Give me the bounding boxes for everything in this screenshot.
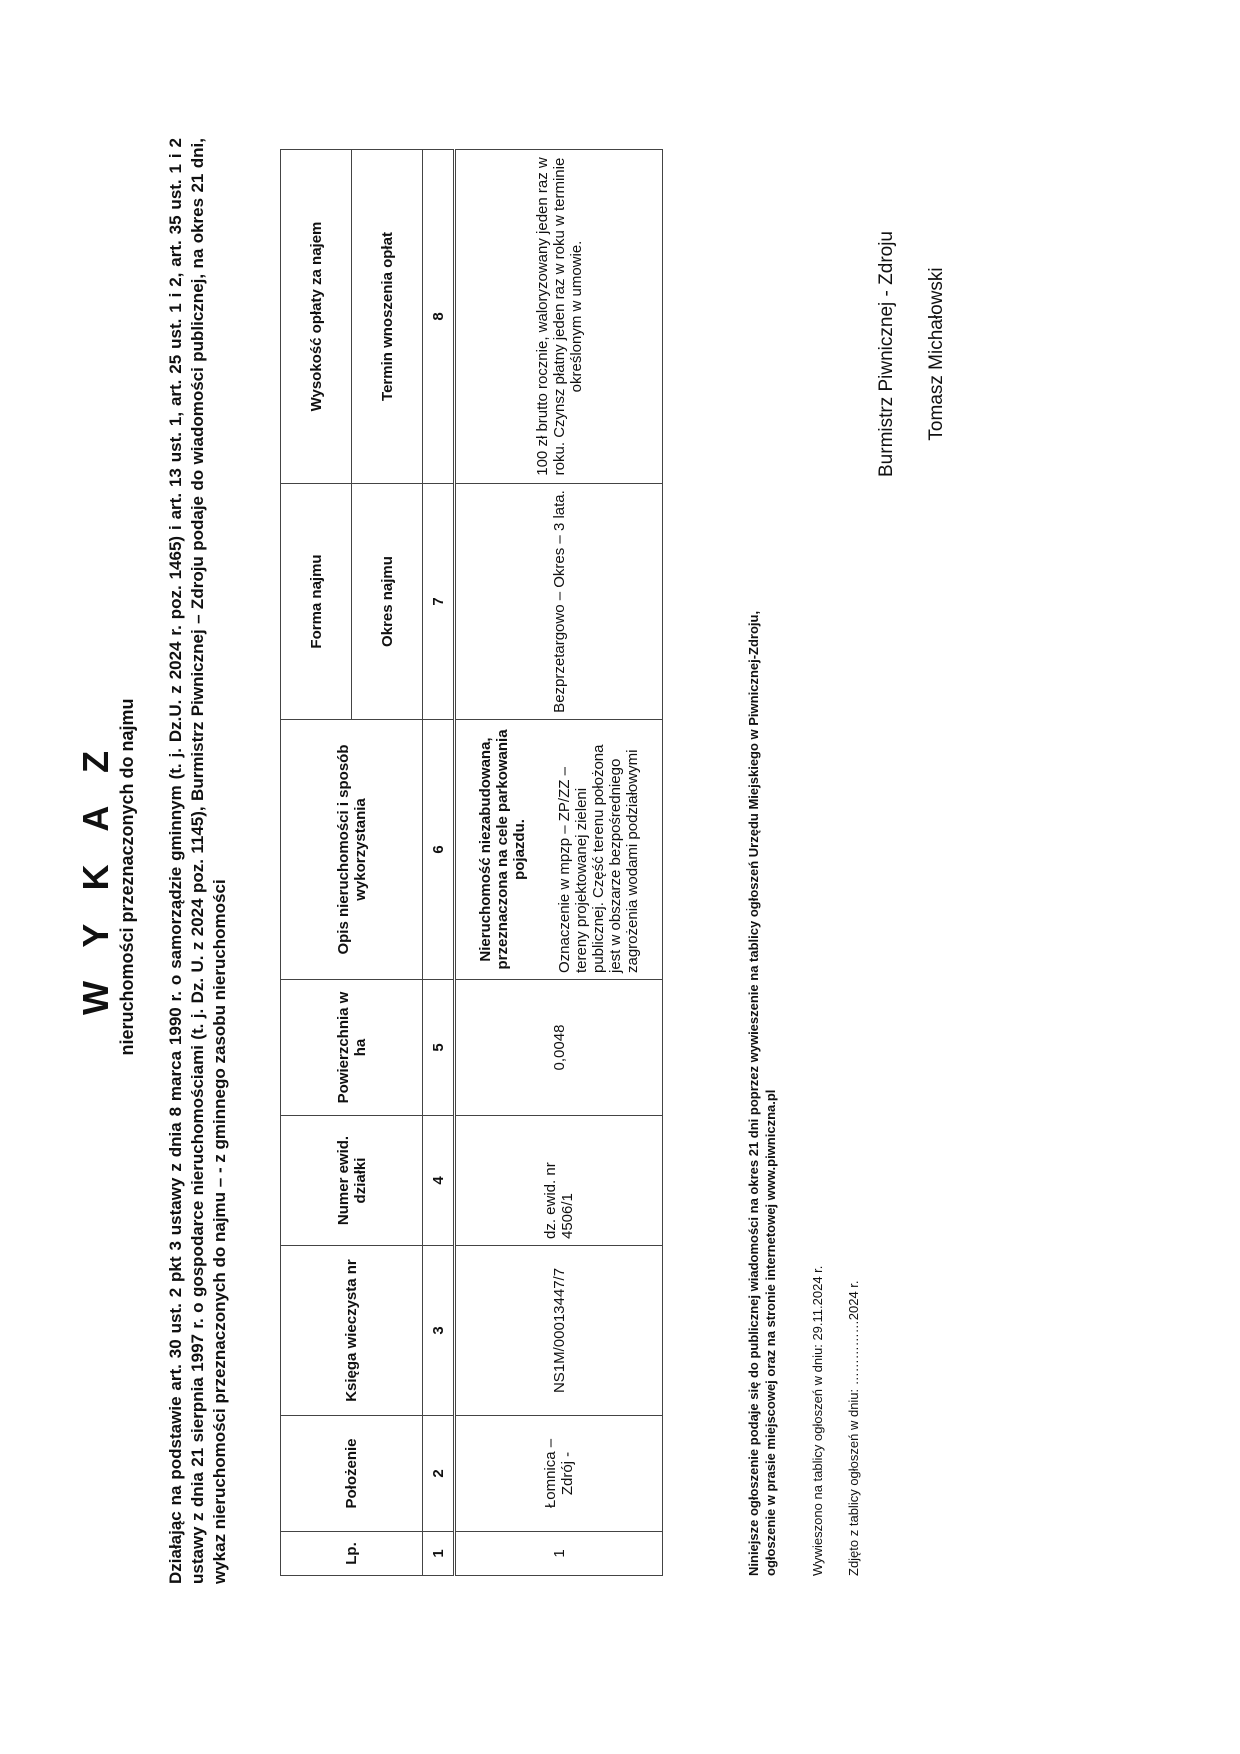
column-number: 2 — [423, 1416, 455, 1532]
column-number: 4 — [423, 1116, 455, 1246]
page-title: W Y K A Z — [75, 739, 116, 1016]
header-polozenie: Położenie — [281, 1416, 423, 1532]
cell-powierzchnia: 0,0048 — [455, 980, 663, 1116]
signature-name: Tomasz Michałowski — [926, 267, 947, 441]
opis-bold-text: Nieruchomość niezabudowana, przeznaczona na cele parkowania pojazdu. — [477, 729, 528, 970]
property-table — [280, 149, 663, 1576]
cell-opis — [455, 720, 663, 980]
opis-normal-text: Oznaczenie w mpzp – ZP/ZZ – tereny projektowanej zieleni publicznej. Część terenu położona jest w obszarze bezpośredniego zagrożenia wodami podziałowymi — [556, 744, 641, 973]
header-opis: Opis nieruchomości i sposób wykorzystania — [281, 720, 423, 980]
column-number: 1 — [423, 1532, 455, 1576]
notice-line-2: ogłoszenie w prasie miejscowej oraz na stronie internetowej www.piwniczna.pl — [763, 1089, 778, 1576]
table-row — [455, 150, 663, 1576]
column-number-row — [423, 150, 455, 1576]
column-number: 7 — [423, 484, 455, 720]
header-wysokosc: Wysokość opłaty za najem — [281, 150, 352, 484]
posted-date: Wywieszono na tablicy ogłoszeń w dniu: 29.11.2024 r. — [810, 1265, 825, 1576]
header-forma: Forma najmu — [281, 484, 352, 720]
header-termin: Termin wnoszenia opłat — [352, 150, 423, 484]
column-number: 3 — [423, 1246, 455, 1416]
intro-paragraph: Działając na podstawie art. 30 ust. 2 pkt 3 ustawy z dnia 8 marca 1990 r. o samorządzie gminnym (t. j. Dz.U. z 2024 r. poz. 1465) i art. 13 ust. 1, art. 25 ust. 1 i 2, art. 35 ust. 1 i 2 ustawy z dnia 21 sierpnia 1997 r. o gospodarce nieruchomościami (t. j. Dz. U. z 2024 poz. 1145), Burmistrz Piwnicznej – Zdroju podaje do wiadomości publicznej, na okres 21 dni, wykaz nieruchomości przeznaczonych do najmu – - z gminnego zasobu nieruchomości — [166, 138, 229, 1584]
table-header-row — [281, 150, 352, 1576]
page-subtitle: nieruchomości przeznaczonych do najmu — [117, 698, 137, 1056]
removed-date: Zdjęto z tablicy ogłoszeń w dniu: ……………2024 r. — [846, 1280, 861, 1576]
cell-oplata: 100 zł brutto rocznie, waloryzowany jeden raz w roku. Czynsz płatny jeden raz w roku w terminie określonym w umowie. — [455, 150, 663, 484]
cell-lp: 1 — [455, 1532, 663, 1576]
cell-polozenie: Łomnica – Zdrój - — [455, 1416, 663, 1532]
cell-ksiega: NS1M/00013447/7 — [455, 1246, 663, 1416]
cell-forma-okres: Bezprzetargowo – Okres – 3 lata. — [455, 484, 663, 720]
signature-role: Burmistrz Piwnicznej - Zdroju — [876, 231, 897, 477]
header-powierzchnia: Powierzchnia w ha — [281, 980, 423, 1116]
notice-line-1: Niniejsze ogłoszenie podaje się do publicznej wiadomości na okres 21 dni poprzez wywieszenie na tablicy ogłoszeń Urzędu Miejskiego w Piwnicznej-Zdroju, — [746, 610, 761, 1576]
header-lp: Lp. — [281, 1532, 423, 1576]
header-numer: Numer ewid. działki — [281, 1116, 423, 1246]
column-number: 5 — [423, 980, 455, 1116]
cell-numer: dz. ewid. nr 4506/1 — [455, 1116, 663, 1246]
header-okres: Okres najmu — [352, 484, 423, 720]
column-number: 6 — [423, 720, 455, 980]
header-ksiega: Księga wieczysta nr — [281, 1246, 423, 1416]
publication-notice — [745, 276, 779, 1576]
column-number: 8 — [423, 150, 455, 484]
